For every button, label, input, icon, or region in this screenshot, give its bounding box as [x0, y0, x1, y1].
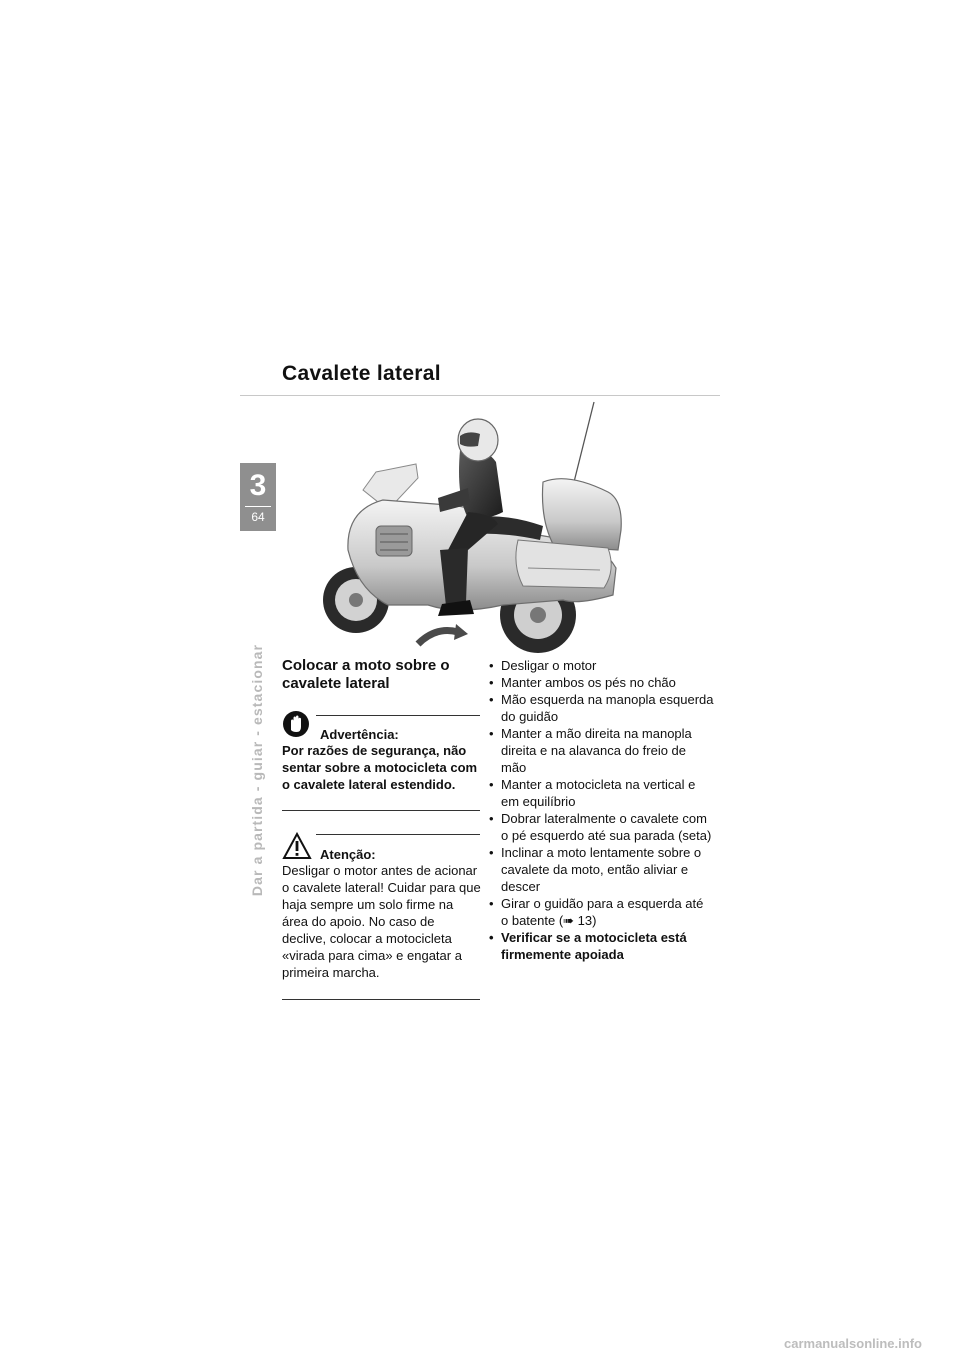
- step-item: [489, 776, 714, 810]
- bullet: •: [489, 658, 494, 673]
- step-text: Dobrar lateralmente o cavalete com o pé esquerdo até sua parada (seta): [501, 811, 712, 843]
- title-divider: [240, 395, 720, 396]
- step-text: Desligar o motor: [501, 658, 597, 673]
- step-text: Inclinar a moto lentamente sobre o cavalete da moto, então aliviar e descer: [501, 845, 702, 894]
- caution-bottom-rule: [282, 999, 480, 1000]
- bullet: •: [489, 692, 494, 707]
- step-item: [489, 657, 714, 674]
- warning-bottom-rule: [282, 810, 480, 811]
- step-text: Girar o guidão para a esquerda até o batente (➠ 13): [501, 896, 704, 928]
- section-heading: Colocar a moto sobre o cavalete lateral: [282, 657, 450, 692]
- motorcycle-illustration: [318, 400, 628, 660]
- stop-hand-icon: [282, 710, 310, 738]
- warning-top-rule: [316, 715, 480, 716]
- bullet: •: [489, 896, 494, 911]
- page-number: 64: [251, 510, 265, 524]
- bullet: •: [489, 675, 494, 690]
- step-text: Manter a mão direita na manopla direita e na alavanca do freio de mão: [501, 726, 692, 775]
- step-text: Manter ambos os pés no chão: [501, 675, 676, 690]
- bullet: •: [489, 726, 494, 741]
- caution-body: Desligar o motor antes de acionar o cavalete lateral! Cuidar para que haja sempre um solo firme na área do apoio. No caso de declive, colocar a motocicleta «virada para cima» e engatar a primeira marcha.: [282, 863, 481, 980]
- chapter-divider: [245, 506, 271, 507]
- bullet: •: [489, 845, 494, 860]
- bullet: •: [489, 811, 494, 826]
- step-item: [489, 810, 714, 844]
- step-item: [489, 674, 714, 691]
- warning-title: Advertência:: [320, 727, 399, 742]
- warning-body: Por razões de segurança, não sentar sobre a motocicleta com o cavalete lateral estendido.: [282, 743, 478, 792]
- step-item: [489, 844, 714, 895]
- step-text: Manter a motocicleta na vertical e em equilíbrio: [501, 777, 696, 809]
- chapter-number: 3: [249, 469, 267, 502]
- page-title: Cavalete lateral: [282, 362, 441, 385]
- bullet: •: [489, 930, 494, 945]
- chapter-tab: [240, 463, 276, 531]
- bullet: •: [489, 777, 494, 792]
- step-item: [489, 895, 714, 929]
- exclamation-triangle-icon: [282, 832, 312, 860]
- step-text: Mão esquerda na manopla esquerda do guidão: [501, 692, 714, 724]
- steps-list: [489, 657, 714, 963]
- caution-title: Atenção:: [320, 847, 376, 862]
- footer-watermark: carmanualsonline.info: [784, 1336, 922, 1351]
- step-item: [489, 725, 714, 776]
- step-item: [489, 929, 714, 963]
- chapter-side-title: Dar a partida - guiar - estacionar: [249, 643, 265, 897]
- step-text: Verificar se a motocicleta está firmemente apoiada: [501, 930, 687, 962]
- caution-top-rule: [316, 834, 480, 835]
- step-item: [489, 691, 714, 725]
